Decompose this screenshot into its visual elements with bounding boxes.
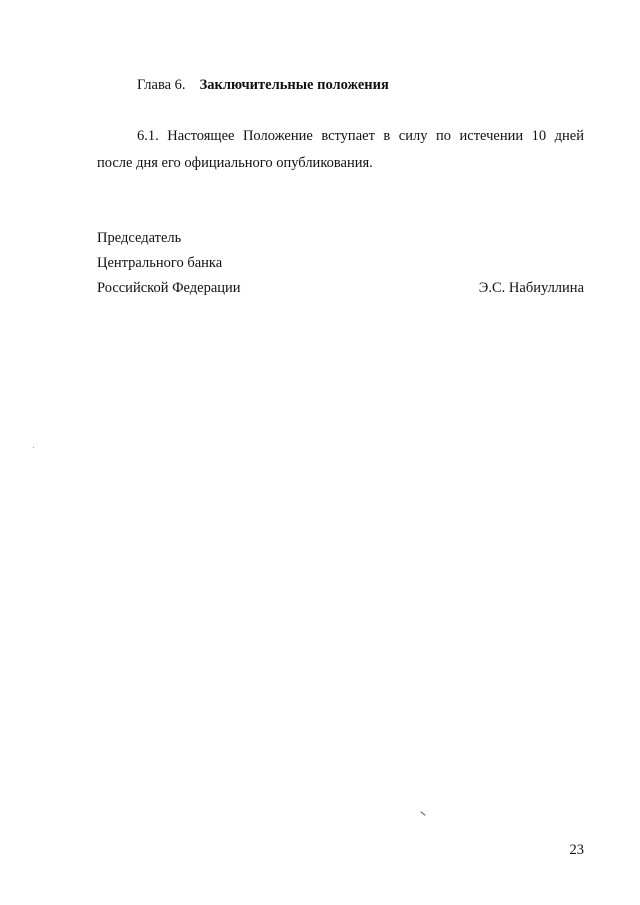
clause-line-1: 6.1. Настоящее Положение вступает в силу по истечении 10 дней xyxy=(137,128,584,144)
clause-line-2: после дня его официального опубликования. xyxy=(97,155,373,171)
signatory-name: Э.С. Набиуллина xyxy=(478,280,584,296)
scan-artifact-dot xyxy=(33,447,34,448)
page-number: 23 xyxy=(569,842,584,858)
signatory-row xyxy=(97,279,584,304)
signatory-position-line-2: Центрального банка xyxy=(97,255,223,271)
signature-block xyxy=(97,229,584,304)
signatory-position-line-3: Российской Федерации xyxy=(97,280,241,296)
clause-paragraph xyxy=(97,127,584,181)
signatory-position-line-1: Председатель xyxy=(97,230,182,246)
scan-artifact-mark xyxy=(420,811,425,816)
chapter-number: Глава 6. xyxy=(137,77,186,93)
chapter-title: Заключительные положения xyxy=(199,77,389,93)
chapter-heading xyxy=(137,76,389,94)
